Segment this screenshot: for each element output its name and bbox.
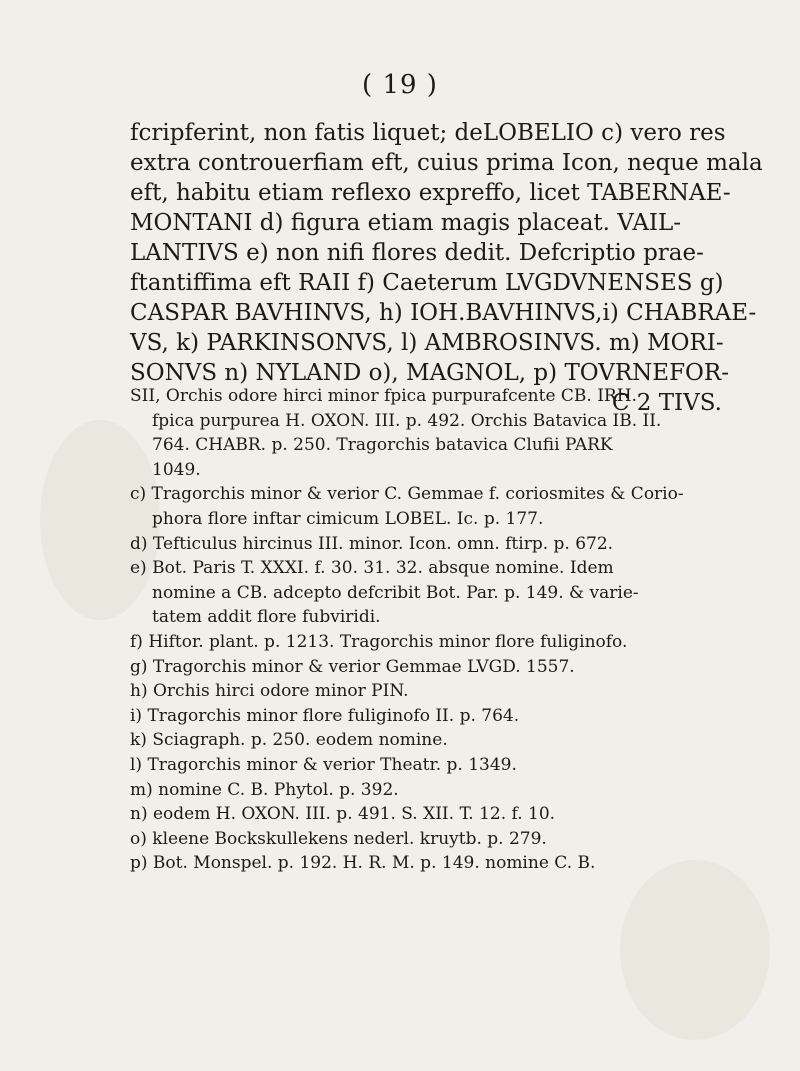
footnote-line: c) Tragorchis minor & verior C. Gemmae f. coriosmites & Corio- (130, 484, 684, 505)
footnote-line: l) Tragorchis minor & verior Theatr. p. 1349. (130, 754, 517, 775)
footnote-line: n) eodem H. OXON. III. p. 491. S. XII. T. 12. f. 10. (130, 804, 556, 825)
footnote-line: o) kleene Bockskullekens nederl. kruytb. p. 279. (130, 828, 547, 849)
footnote-line: e) Bot. Paris T. XXXI. f. 30. 31. 32. absque nomine. Idem (130, 558, 614, 579)
text-line: SONVS n) NYLAND o), MAGNOL, p) TOVRNEFOR- (130, 360, 729, 386)
footnote-line: m) nomine C. B. Phytol. p. 392. (130, 779, 399, 800)
footnote-line: g) Tragorchis minor & verior Gemmae LVGD. 1557. (130, 656, 575, 677)
text-line: VS, k) PARKINSONVS, l) AMBROSINVS. m) MORI- (130, 330, 724, 356)
footnote-line: k) Sciagraph. p. 250. eodem nomine. (130, 730, 448, 751)
footnote-line: f) Hiftor. plant. p. 1213. Tragorchis minor flore fuliginofo. (130, 631, 628, 652)
main-text (130, 118, 763, 418)
footnote-line: phora flore inftar cimicum LOBEL. Ic. p. 177. (152, 508, 544, 529)
text-line: fcripferint, non fatis liquet; deLOBELIO c) vero res (130, 120, 726, 146)
footnote-line: 1049. (152, 459, 201, 480)
footnotes (130, 384, 770, 876)
footnote-line: tatem addit flore fubviridi. (152, 607, 381, 628)
footnote-line: SII, Orchis odore hirci minor fpica purpurafcente CB. IRH. (130, 386, 637, 406)
footnote-line: fpica purpurea H. OXON. III. p. 492. Orchis Batavica IB. II. (152, 410, 662, 431)
footnote-line: 764. CHABR. p. 250. Tragorchis batavica Clufii PARK (152, 435, 613, 456)
catchwords: C 2 TIVS. (611, 390, 722, 416)
footnote-line: p) Bot. Monspel. p. 192. H. R. M. p. 149. nomine C. B. (130, 853, 596, 874)
footnote-line: nomine a CB. adcepto defcribit Bot. Par. p. 149. & varie- (152, 582, 639, 603)
text-line: eft, habitu etiam reflexo expreffo, licet TABERNAE- (130, 180, 731, 206)
footnote-line: h) Orchis hirci odore minor PIN. (130, 681, 409, 702)
text-line: ftantiffima eft RAII f) Caeterum LVGDVNENSES g) (130, 270, 724, 296)
footnote-line: d) Tefticulus hircinus III. minor. Icon. omn. ftirp. p. 672. (130, 533, 614, 554)
page-number: ( 19 ) (362, 70, 438, 100)
text-line: CASPAR BAVHINVS, h) IOH.BAVHINVS,i) CHABRAE- (130, 300, 757, 326)
text-line: MONTANI d) figura etiam magis placeat. VAIL- (130, 210, 682, 236)
text-line: LANTIVS e) non nifi flores dedit. Defcriptio prae- (130, 240, 704, 266)
paper-stain (620, 860, 770, 1040)
footnote-line: i) Tragorchis minor flore fuliginofo II. p. 764. (130, 705, 520, 726)
text-line: extra controuerfiam eft, cuius prima Icon, neque mala (130, 150, 763, 176)
